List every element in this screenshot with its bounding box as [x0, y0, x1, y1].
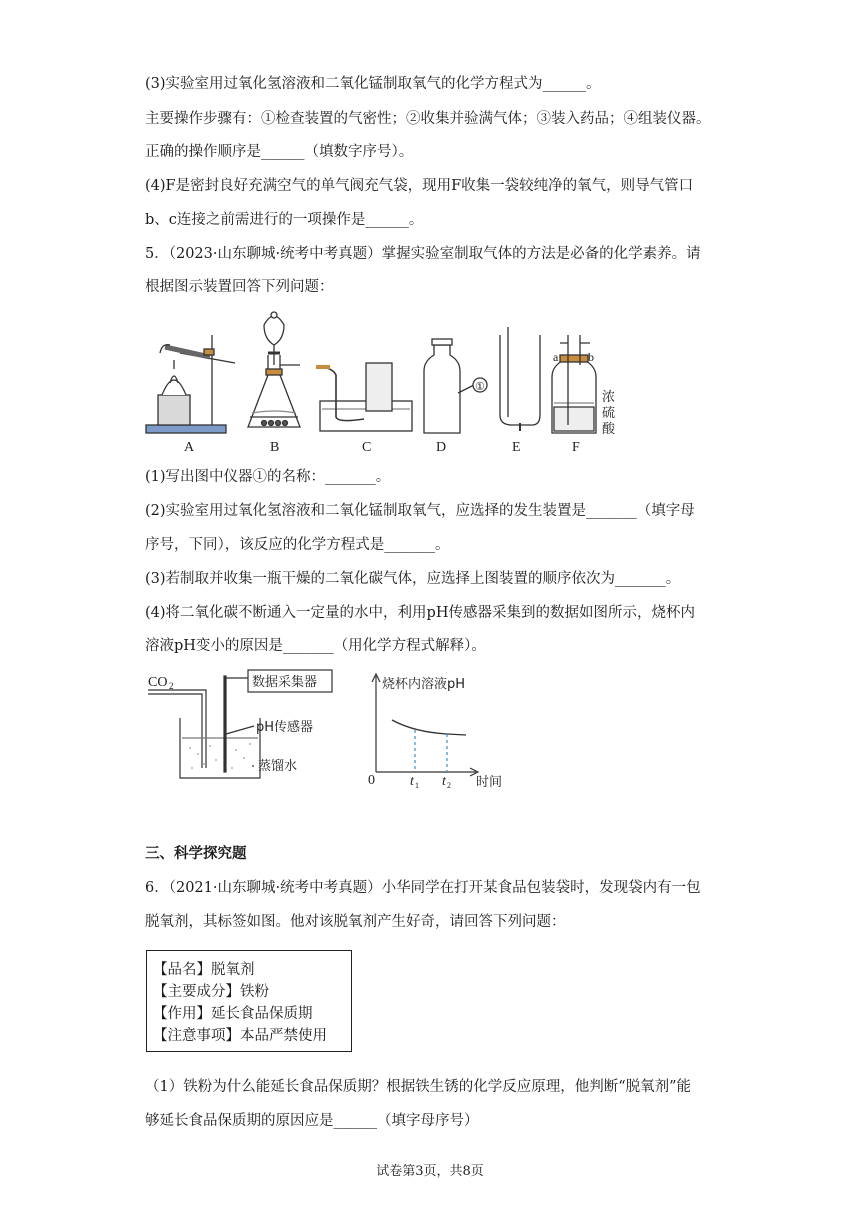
- graph-ylabel: 烧杯内溶液pH: [382, 677, 466, 692]
- question-4-part3: (3)实验室用过氧化氢溶液和二氧化锰制取氧气的化学方程式为______。: [145, 76, 601, 92]
- port-a: a: [553, 350, 559, 364]
- question-5-prompt: 根据图示装置回答下列问题：: [145, 279, 334, 295]
- label-b: B: [270, 440, 280, 455]
- label-card-row-name: 【品名】脱氧剂: [153, 962, 255, 978]
- label-d: D: [436, 440, 447, 455]
- question-5-part4-cont: 溶液pH变小的原因是_______（用化学方程式解释）。: [145, 638, 486, 654]
- order-question: 正确的操作顺序是______（填数字序号）。: [145, 144, 414, 160]
- co2-subscript: 2: [169, 681, 174, 691]
- apparatus-figure: [140, 305, 640, 455]
- acid-label-2: 硫: [602, 406, 616, 421]
- label-e: E: [512, 440, 521, 455]
- label-a: A: [184, 440, 195, 455]
- ph-setup-figure: [140, 668, 350, 788]
- data-collector-label: 数据采集器: [252, 675, 318, 690]
- distilled-water-label: 蒸馏水: [258, 759, 298, 774]
- label-card-row-ingredient: 【主要成分】铁粉: [153, 984, 269, 1000]
- graph-origin: 0: [368, 773, 375, 788]
- question-5-part4: (4)将二氧化碳不断通入一定量的水中，利用pH传感器采集到的数据如图所示，烧杯内: [145, 605, 695, 621]
- steps-list: 主要操作步骤有：①检查装置的气密性；②收集并验满气体；③装入药品；④组装仪器。: [145, 111, 711, 127]
- graph-xlabel: 时间: [476, 775, 503, 790]
- question-5-part3: (3)若制取并收集一瓶干燥的二氧化碳气体，应选择上图装置的顺序依次为_______。: [145, 571, 681, 587]
- question-5-title: 5．（2023·山东聊城·统考中考真题）掌握实验室制取气体的方法是必备的化学素养。请: [145, 246, 701, 262]
- t2-label: t: [442, 774, 446, 789]
- t1-subscript: 1: [415, 781, 419, 790]
- acid-label-1: 浓: [602, 390, 616, 405]
- label-f: F: [572, 440, 580, 455]
- co2-label: CO: [148, 675, 168, 690]
- port-b: b: [588, 350, 594, 364]
- label-c: C: [362, 440, 372, 455]
- question-6-part1-cont: 够延长食品保质期的原因应是______（填字母序号）: [145, 1113, 479, 1129]
- question-6-part1: （1）铁粉为什么能延长食品保质期？根据铁生锈的化学反应原理，他判断“脱氧剂”能: [145, 1079, 692, 1095]
- question-4-part4-cont: b、c连接之前需进行的一项操作是______。: [145, 212, 424, 228]
- acid-label-3: 酸: [602, 422, 616, 437]
- question-5-part1: (1)写出图中仪器①的名称：_______。: [145, 469, 391, 485]
- question-6-title: 6．（2021·山东聊城·统考中考真题）小华同学在打开某食品包装袋时，发现袋内有一包: [145, 880, 701, 896]
- t2-subscript: 2: [447, 781, 451, 790]
- ph-graph: [362, 668, 522, 790]
- page-footer: 试卷第3页，共8页: [376, 1164, 484, 1179]
- t1-label: t: [410, 774, 414, 789]
- question-4-part4: (4)F是密封良好充满空气的单气阀充气袋，现用F收集一袋较纯净的氧气，则导气管口: [145, 178, 694, 194]
- question-5-part2: (2)实验室用过氧化氢溶液和二氧化锰制取氧气，应选择的发生装置是_______（填字母: [145, 503, 695, 519]
- label-card-row-function: 【作用】延长食品保质期: [153, 1006, 313, 1022]
- instrument-1-mark: ①: [475, 381, 485, 393]
- label-card-row-notice: 【注意事项】本品严禁使用: [153, 1028, 327, 1044]
- ph-sensor-label: pH传感器: [256, 720, 314, 735]
- deoxidizer-label-card: [146, 950, 352, 1052]
- section-3-heading: 三、科学探究题: [145, 845, 247, 862]
- question-5-part2-cont: 序号，下同），该反应的化学方程式是_______。: [145, 537, 450, 553]
- question-6-prompt: 脱氧剂，其标签如图。他对该脱氧剂产生好奇，请回答下列问题：: [145, 914, 566, 930]
